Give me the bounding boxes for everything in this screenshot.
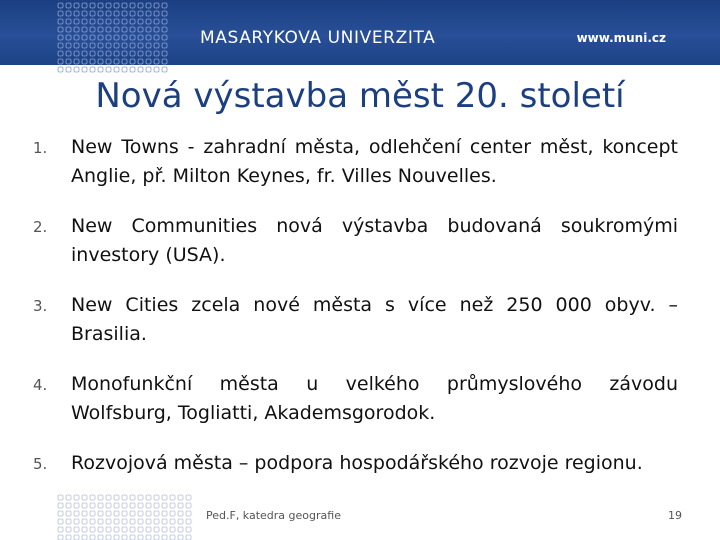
dot-pattern-top <box>55 0 175 78</box>
dot <box>74 19 79 24</box>
dot <box>74 495 79 500</box>
dot <box>114 527 119 532</box>
dot <box>66 495 71 500</box>
dot <box>122 511 127 516</box>
dot <box>106 67 111 72</box>
dot <box>122 11 127 16</box>
dot <box>74 511 79 516</box>
dot <box>162 19 167 24</box>
dot <box>154 11 159 16</box>
dot <box>186 511 191 516</box>
dot <box>90 503 95 508</box>
dot <box>162 527 167 532</box>
dot <box>106 535 111 540</box>
dot <box>114 43 119 48</box>
page-number: 19 <box>668 509 682 522</box>
dot <box>138 43 143 48</box>
dot <box>122 35 127 40</box>
dot <box>82 527 87 532</box>
dot <box>82 511 87 516</box>
dot <box>82 43 87 48</box>
dot <box>122 51 127 56</box>
dot <box>170 535 175 540</box>
dot <box>162 51 167 56</box>
dot <box>138 35 143 40</box>
dot <box>106 495 111 500</box>
dot <box>154 511 159 516</box>
dot <box>138 27 143 32</box>
list-item-text: New Towns - zahradní města, odlehčení center měst, koncept Anglie, př. Milton Keynes, fr. Villes Nouvelles. <box>71 136 678 187</box>
dot <box>74 503 79 508</box>
dot <box>130 43 135 48</box>
dot <box>146 535 151 540</box>
dot <box>74 527 79 532</box>
dot <box>66 19 71 24</box>
dot <box>162 35 167 40</box>
dot <box>106 51 111 56</box>
dot <box>162 519 167 524</box>
dot <box>82 35 87 40</box>
dot <box>130 51 135 56</box>
dot <box>90 495 95 500</box>
dot <box>98 43 103 48</box>
dot <box>66 43 71 48</box>
dot <box>114 19 119 24</box>
dot <box>74 519 79 524</box>
dot <box>106 3 111 8</box>
dot <box>58 3 63 8</box>
dot <box>82 535 87 540</box>
list-item-text: Rozvojová města – podpora hospodářského rozvoje regionu. <box>71 452 643 474</box>
list-number: 3. <box>33 297 48 315</box>
dot <box>106 11 111 16</box>
dot <box>82 503 87 508</box>
dot <box>58 519 63 524</box>
dot <box>98 51 103 56</box>
dot <box>66 11 71 16</box>
dot <box>98 67 103 72</box>
dot <box>162 43 167 48</box>
dot <box>90 67 95 72</box>
dot <box>98 527 103 532</box>
dot <box>74 59 79 64</box>
dot <box>114 67 119 72</box>
dot <box>98 59 103 64</box>
dot <box>114 535 119 540</box>
dot <box>178 519 183 524</box>
dot <box>90 511 95 516</box>
dot <box>154 503 159 508</box>
dot <box>82 67 87 72</box>
dot <box>114 27 119 32</box>
dot <box>122 19 127 24</box>
dot <box>66 511 71 516</box>
dot <box>58 59 63 64</box>
dot <box>90 11 95 16</box>
dot <box>58 43 63 48</box>
dot <box>66 51 71 56</box>
dot <box>138 511 143 516</box>
dot <box>98 27 103 32</box>
dot <box>114 519 119 524</box>
dot <box>66 35 71 40</box>
dot <box>122 535 127 540</box>
dot <box>90 519 95 524</box>
dot <box>66 59 71 64</box>
dot <box>58 535 63 540</box>
dot <box>122 59 127 64</box>
dot <box>178 527 183 532</box>
dot <box>130 511 135 516</box>
dot <box>146 19 151 24</box>
dot <box>122 519 127 524</box>
dot <box>162 11 167 16</box>
dot <box>154 27 159 32</box>
dot <box>154 35 159 40</box>
dot <box>122 527 127 532</box>
dot <box>130 495 135 500</box>
list-item <box>33 449 678 478</box>
dot <box>98 503 103 508</box>
numbered-list <box>33 133 678 499</box>
slide-title: Nová výstavba měst 20. století <box>95 76 625 116</box>
dot <box>186 527 191 532</box>
dot <box>130 503 135 508</box>
dot <box>146 527 151 532</box>
dot <box>114 3 119 8</box>
dot <box>66 3 71 8</box>
dot <box>114 511 119 516</box>
dot <box>170 511 175 516</box>
dot <box>122 495 127 500</box>
dot <box>74 3 79 8</box>
list-number: 1. <box>33 139 48 157</box>
dot <box>146 59 151 64</box>
list-item <box>33 133 678 191</box>
dot <box>74 35 79 40</box>
dot <box>122 27 127 32</box>
dot <box>130 535 135 540</box>
dot <box>98 519 103 524</box>
dot <box>130 27 135 32</box>
dot <box>90 51 95 56</box>
dot <box>162 3 167 8</box>
dot <box>138 535 143 540</box>
dot <box>98 19 103 24</box>
dot <box>58 67 63 72</box>
dot <box>106 43 111 48</box>
dot <box>162 27 167 32</box>
dot <box>66 67 71 72</box>
dot <box>154 495 159 500</box>
dot <box>138 67 143 72</box>
dot <box>90 527 95 532</box>
dot <box>130 11 135 16</box>
dot <box>138 3 143 8</box>
dot <box>90 43 95 48</box>
dot <box>130 527 135 532</box>
dot <box>82 11 87 16</box>
dot <box>74 67 79 72</box>
dot <box>106 59 111 64</box>
dot <box>106 19 111 24</box>
dot <box>138 527 143 532</box>
dot <box>98 3 103 8</box>
dot <box>154 67 159 72</box>
dot <box>98 11 103 16</box>
dot <box>74 27 79 32</box>
dot <box>58 11 63 16</box>
dot <box>178 503 183 508</box>
dot <box>138 59 143 64</box>
list-item-text: New Communities nová výstavba budovaná soukromými investory (USA). <box>71 215 678 266</box>
dot <box>98 35 103 40</box>
dot <box>114 59 119 64</box>
dot <box>66 27 71 32</box>
dot <box>130 35 135 40</box>
dot <box>74 535 79 540</box>
list-number: 4. <box>33 376 48 394</box>
dot <box>90 3 95 8</box>
list-item-text: New Cities zcela nové města s více než 250 000 obyv. – Brasilia. <box>71 294 678 345</box>
dot <box>138 51 143 56</box>
dot <box>90 35 95 40</box>
dot <box>74 51 79 56</box>
dot <box>90 19 95 24</box>
dot <box>122 43 127 48</box>
dot <box>74 11 79 16</box>
footer-text: Ped.F, katedra geografie <box>206 509 341 522</box>
dot <box>114 51 119 56</box>
dot <box>170 495 175 500</box>
dot <box>106 27 111 32</box>
dot <box>130 519 135 524</box>
list-item-text: Monofunkční města u velkého průmyslového závodu Wolfsburg, Togliatti, Akademsgorodok. <box>71 373 678 424</box>
dot <box>138 11 143 16</box>
dot <box>82 59 87 64</box>
university-name: MASARYKOVA UNIVERZITA <box>200 28 436 48</box>
list-number: 5. <box>33 455 48 473</box>
dot <box>146 51 151 56</box>
dot <box>146 35 151 40</box>
dot <box>58 27 63 32</box>
dot <box>146 495 151 500</box>
dot <box>138 19 143 24</box>
dot <box>138 519 143 524</box>
dot <box>170 503 175 508</box>
dot <box>114 503 119 508</box>
dot <box>122 67 127 72</box>
dot <box>162 535 167 540</box>
dot <box>170 527 175 532</box>
dot <box>82 495 87 500</box>
dot <box>154 19 159 24</box>
dot <box>58 527 63 532</box>
dot <box>146 519 151 524</box>
dot <box>90 59 95 64</box>
dot <box>114 11 119 16</box>
dot <box>114 35 119 40</box>
dot <box>154 3 159 8</box>
dot <box>58 511 63 516</box>
dot <box>130 59 135 64</box>
dot <box>114 495 119 500</box>
dot <box>130 67 135 72</box>
dot <box>186 495 191 500</box>
dot <box>82 3 87 8</box>
dot <box>106 527 111 532</box>
dot <box>154 43 159 48</box>
dot <box>106 511 111 516</box>
dot <box>146 27 151 32</box>
dot <box>82 519 87 524</box>
dot <box>146 67 151 72</box>
dot <box>186 535 191 540</box>
dot <box>186 503 191 508</box>
dot <box>178 495 183 500</box>
dot <box>90 535 95 540</box>
dot <box>66 503 71 508</box>
dot-pattern-bottom <box>55 492 195 540</box>
dot <box>82 19 87 24</box>
dot <box>146 3 151 8</box>
dot <box>82 51 87 56</box>
dot <box>186 519 191 524</box>
dot <box>122 503 127 508</box>
dot <box>178 535 183 540</box>
dot <box>138 503 143 508</box>
dot <box>146 11 151 16</box>
list-item <box>33 370 678 428</box>
dot <box>130 3 135 8</box>
dot <box>106 503 111 508</box>
dot <box>162 511 167 516</box>
dot <box>162 67 167 72</box>
dot <box>162 503 167 508</box>
dot <box>154 59 159 64</box>
dot <box>98 495 103 500</box>
list-item <box>33 291 678 349</box>
dot <box>82 27 87 32</box>
dot <box>106 35 111 40</box>
dot <box>146 503 151 508</box>
dot <box>58 503 63 508</box>
dot <box>58 35 63 40</box>
dot <box>154 519 159 524</box>
dot <box>74 43 79 48</box>
university-website: www.muni.cz <box>576 31 666 45</box>
dot <box>138 495 143 500</box>
dot <box>122 3 127 8</box>
dot <box>66 535 71 540</box>
dot <box>58 51 63 56</box>
dot <box>178 511 183 516</box>
list-number: 2. <box>33 218 48 236</box>
dot <box>154 535 159 540</box>
dot <box>58 495 63 500</box>
dot <box>162 59 167 64</box>
dot <box>90 27 95 32</box>
dot <box>58 19 63 24</box>
dot <box>66 527 71 532</box>
dot <box>98 535 103 540</box>
dot <box>154 51 159 56</box>
dot <box>130 19 135 24</box>
dot <box>66 519 71 524</box>
dot <box>146 511 151 516</box>
dot <box>98 511 103 516</box>
dot <box>170 519 175 524</box>
dot <box>162 495 167 500</box>
dot <box>106 519 111 524</box>
list-item <box>33 212 678 270</box>
dot <box>154 527 159 532</box>
dot <box>146 43 151 48</box>
